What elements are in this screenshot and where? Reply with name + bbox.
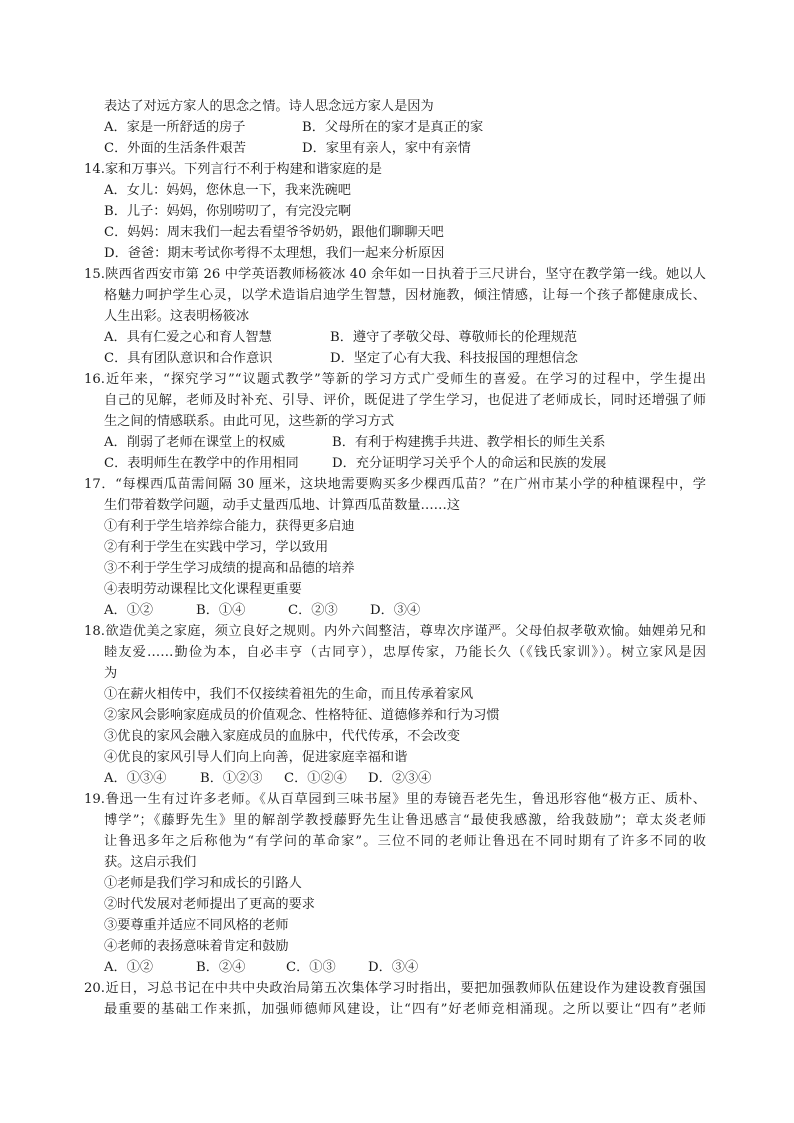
q14-stem: 14.家和万事兴。下列言行不利于构建和谐家庭的是 — [84, 162, 382, 177]
q18-option-b: B．①②③ — [200, 771, 263, 786]
q14-option-d: D．爸爸：期末考试你考得不太理想，我们一起来分析原因 — [104, 246, 445, 261]
q19-item-2: ②时代发展对老师提出了更高的要求 — [104, 897, 315, 912]
q16-stem-line-3: 生之间的情感联系。由此可见，这些新的学习方式 — [104, 414, 395, 429]
q18-item-2: ②家风会影响家庭成员的价值观念、性格特征、道德修养和行为习惯 — [104, 708, 500, 723]
q18-option-c: C．①②④ — [284, 771, 347, 786]
q17-item-2: ②有利于学生在实践中学习，学以致用 — [104, 540, 329, 555]
q18-option-d: D．②③④ — [368, 771, 432, 786]
q16-option-a: A．削弱了老师在课堂上的权威 — [104, 435, 285, 450]
q17-item-3: ③不利于学生学习成绩的提高和品德的培养 — [104, 561, 355, 576]
q14-option-a: A．女儿：妈妈，您休息一下，我来洗碗吧 — [104, 183, 351, 198]
q18-stem-line-1: 18.欲造优美之家庭，须立良好之规则。内外六闾整洁，尊卑次序谨严。父母伯叔孝敬欢愉。妯娌弟兄和 — [84, 624, 706, 639]
q15-option-a: A．具有仁爱之心和育人智慧 — [104, 330, 272, 345]
q17-option-c: C．②③ — [288, 603, 338, 618]
q14-option-b: B．儿子：妈妈，你别唠叨了，有完没完啊 — [104, 204, 352, 219]
q16-stem-line-1: 16.近年来，“探究学习”“议题式教学”等新的学习方式广受师生的喜爱。在学习的过程中，学生提出 — [84, 372, 706, 387]
q20-stem-line-2: 最重要的基础工作来抓，加强师德师风建设，让“四有”好老师竞相涌现。之所以要让“四有”老师 — [104, 1002, 706, 1017]
q18-item-1: ①在薪火相传中，我们不仅接续着祖先的生命，而且传承着家风 — [104, 687, 474, 702]
q19-item-3: ③要尊重并适应不同风格的老师 — [104, 918, 289, 933]
q13-option-d: D．家里有亲人，家中有亲情 — [302, 141, 471, 156]
q16-option-d: D．充分证明学习关乎个人的命运和民族的发展 — [332, 456, 607, 471]
q19-item-1: ①老师是我们学习和成长的引路人 — [104, 876, 302, 891]
q19-option-d: D．③④ — [368, 960, 419, 975]
q15-option-c: C．具有团队意识和合作意识 — [104, 351, 273, 366]
q19-stem-line-4: 获。这启示我们 — [104, 855, 197, 870]
q15-stem-line-1: 15.陕西省西安市第 26 中学英语教师杨筱冰 40 余年如一日执着于三尺讲台，坚守在教学第一线。她以人 — [84, 267, 706, 282]
q19-stem-line-2: 博学”；《藤野先生》里的解剖学教授藤野先生让鲁迅感言“最使我感激，给我鼓励”；章太炎老师 — [104, 813, 706, 828]
q20-stem-line-1: 20.近日，习总书记在中共中央政治局第五次集体学习时指出，要把加强教师队伍建设作为建设教育强国 — [84, 981, 706, 996]
q18-item-4: ④优良的家风引导人们向上向善，促进家庭幸福和谐 — [104, 750, 408, 765]
q16-option-b: B．有利于构建携手共进、教学相长的师生关系 — [332, 435, 606, 450]
q19-option-c: C．①③ — [286, 960, 336, 975]
q15-stem-line-3: 人生出彩。这表明杨筱冰 — [104, 309, 250, 324]
q15-option-b: B．遵守了孝敬父母、尊敬师长的伦理规范 — [330, 330, 578, 345]
q19-item-4: ④老师的表扬意味着肯定和鼓励 — [104, 939, 289, 954]
q19-stem-line-1: 19.鲁迅一生有过许多老师。《从百草园到三味书屋》里的寿镜吾老先生，鲁迅形容他“极方正、质朴、 — [84, 792, 706, 807]
q15-option-d: D．坚定了心有大我、科技报国的理想信念 — [330, 351, 578, 366]
q17-option-d: D．③④ — [370, 603, 421, 618]
q13-option-b: B．父母所在的家才是真正的家 — [302, 120, 484, 135]
q17-option-b: B．①④ — [196, 603, 246, 618]
q18-item-3: ③优良的家风会融入家庭成员的血脉中，代代传承，不会改变 — [104, 729, 461, 744]
q17-stem-line-2: 生们带着数学问题，动手丈量西瓜地、计算西瓜苗数量……这 — [104, 498, 461, 513]
q13-option-a: A．家是一所舒适的房子 — [104, 120, 246, 135]
q19-stem-line-3: 让鲁迅多年之后称他为“有学问的革命家”。三位不同的老师让鲁迅在不同时期有了许多不同的收 — [104, 834, 706, 849]
q17-item-4: ④表明劳动课程比文化课程更重要 — [104, 582, 302, 597]
q19-option-a: A．①② — [104, 960, 154, 975]
q18-stem-line-3: 为 — [104, 666, 118, 681]
q14-option-c: C．妈妈：周末我们一起去看望爷爷奶奶，跟他们聊聊天吧 — [104, 225, 444, 240]
q13-option-c: C．外面的生活条件艰苦 — [104, 141, 246, 156]
q18-stem-line-2: 睦友爱……勤俭为本，自必丰亨（古同亨），忠厚传家，乃能长久（《钱氏家训》）。树立家风是因 — [104, 645, 706, 660]
q13-stem: 表达了对远方家人的思念之情。诗人思念远方家人是因为 — [104, 99, 434, 114]
q16-option-c: C．表明师生在教学中的作用相同 — [104, 456, 299, 471]
q19-option-b: B．②④ — [196, 960, 246, 975]
q17-stem-line-1: 17．“每棵西瓜苗需间隔 30 厘米，这块地需要购买多少棵西瓜苗？”在广州市某小学的种植课程中，学 — [84, 477, 706, 492]
q17-item-1: ①有利于学生培养综合能力，获得更多启迪 — [104, 519, 355, 534]
q17-option-a: A．①② — [104, 603, 154, 618]
q15-stem-line-2: 格魅力呵护学生心灵，以学术造诣启迪学生智慧，因材施教，倾注情感，让每一个孩子都健康成长、 — [104, 288, 706, 303]
q16-stem-line-2: 自己的见解，老师及时补充、引导、评价，既促进了学生学习，也促进了老师成长，同时还增强了师 — [104, 393, 706, 408]
q18-option-a: A．①③④ — [104, 771, 167, 786]
